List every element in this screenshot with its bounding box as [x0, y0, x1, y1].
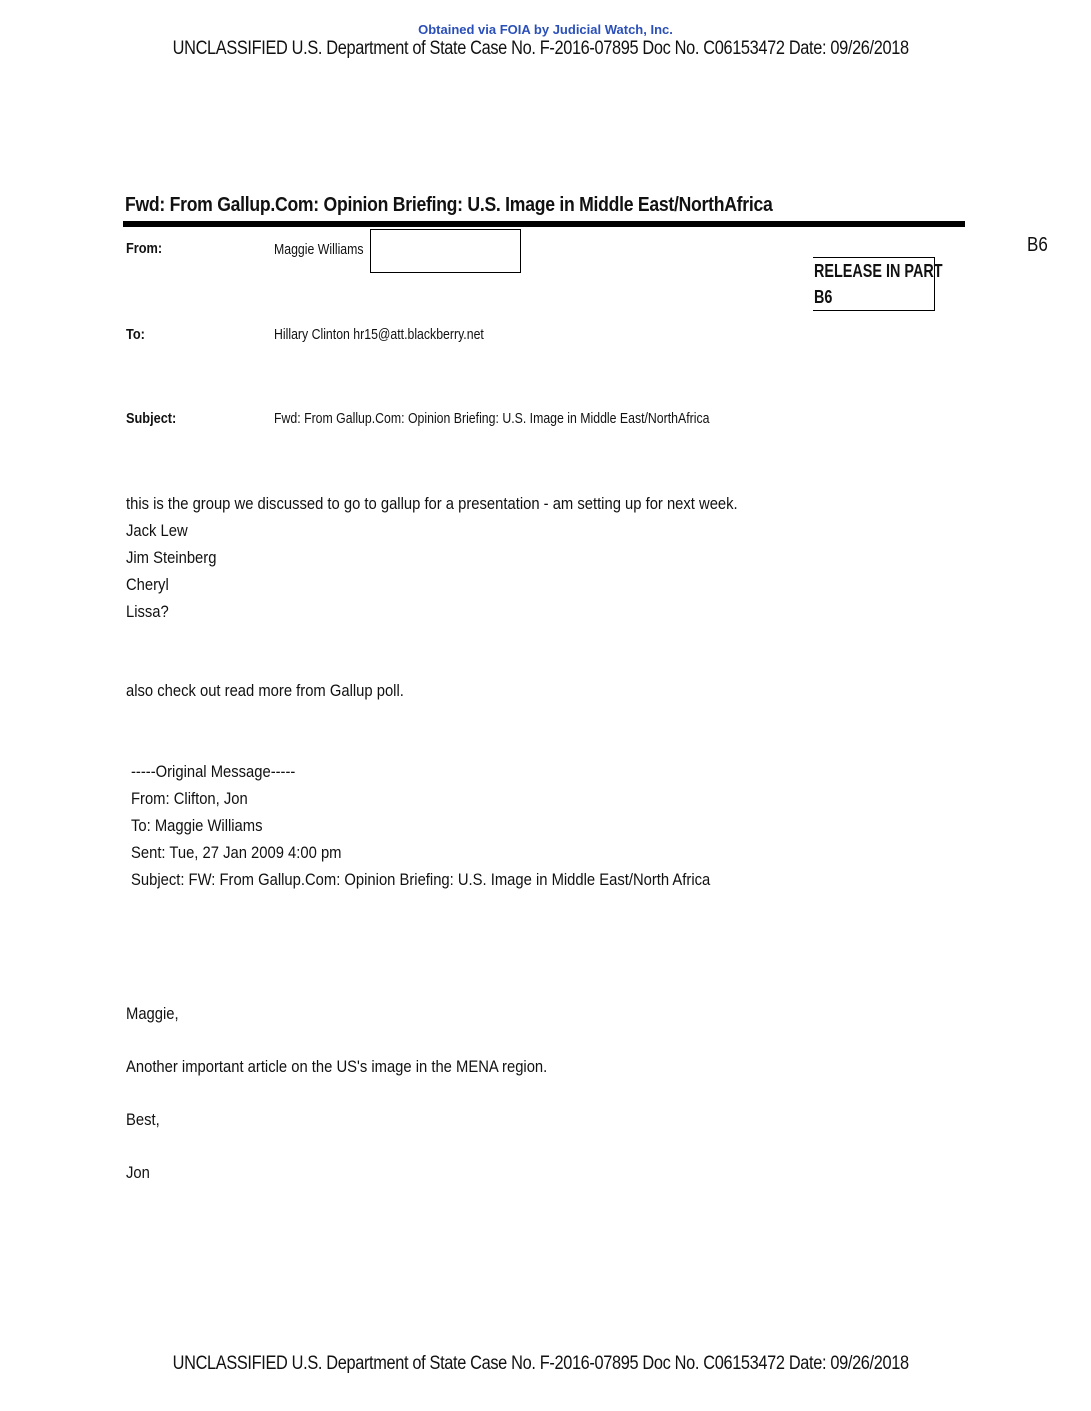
original-subject: Subject: FW: From Gallup.Com: Opinion Briefing: U.S. Image in Middle East/North Africa [131, 870, 711, 889]
subject-value: Fwd: From Gallup.Com: Opinion Briefing: U.S. Image in Middle East/NorthAfrica [274, 410, 710, 427]
email-title: Fwd: From Gallup.Com: Opinion Briefing: U.S. Image in Middle East/NorthAfrica [125, 194, 773, 216]
from-label: From: [126, 240, 163, 257]
recipient-name: Cheryl [126, 575, 169, 594]
title-divider [123, 221, 965, 227]
recipient-name: Jack Lew [126, 521, 188, 540]
release-code: B6 [814, 287, 833, 307]
body-followup: also check out read more from Gallup poll. [126, 681, 404, 700]
release-label: RELEASE IN PART [814, 261, 943, 281]
foia-stamp: Obtained via FOIA by Judicial Watch, Inc. [418, 22, 673, 37]
to-label: To: [126, 326, 145, 343]
to-value: Hillary Clinton hr15@att.blackberry.net [274, 326, 484, 343]
original-from: From: Clifton, Jon [131, 789, 248, 808]
redaction-box [370, 229, 521, 273]
body-intro: this is the group we discussed to go to gallup for a presentation - am setting up for next week. [126, 494, 738, 513]
original-to: To: Maggie Williams [131, 816, 263, 835]
from-value: Maggie Williams [274, 241, 364, 258]
closing: Best, [126, 1110, 160, 1129]
recipient-name: Jim Steinberg [126, 548, 217, 567]
release-in-part-box [813, 257, 943, 311]
redaction-code: B6 [1027, 234, 1048, 256]
signature: Jon [126, 1163, 150, 1182]
classification-footer: UNCLASSIFIED U.S. Department of State Case No. F-2016-07895 Doc No. C06153472 Date: 09/26/2018 [172, 1353, 909, 1374]
recipient-name: Lissa? [126, 602, 169, 621]
greeting: Maggie, [126, 1004, 179, 1023]
classification-header: UNCLASSIFIED U.S. Department of State Case No. F-2016-07895 Doc No. C06153472 Date: 09/26/2018 [172, 38, 909, 59]
original-message-divider: -----Original Message----- [131, 762, 296, 781]
subject-label: Subject: [126, 410, 177, 427]
message-text: Another important article on the US's image in the MENA region. [126, 1057, 548, 1076]
original-sent: Sent: Tue, 27 Jan 2009 4:00 pm [131, 843, 342, 862]
